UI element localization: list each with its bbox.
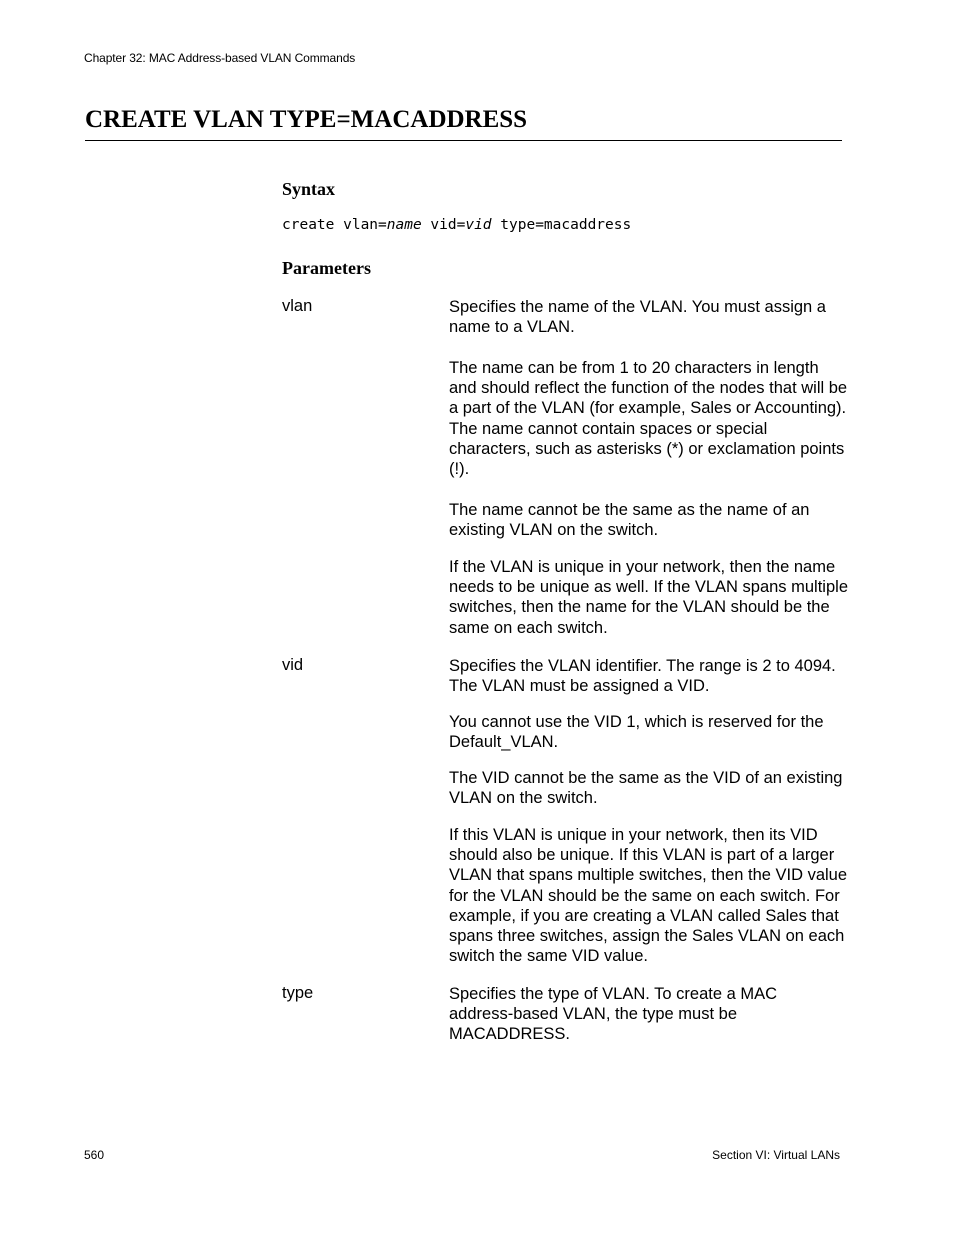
- param-vlan-desc-4: If the VLAN is unique in your network, then the name needs to be unique as well. If the VLAN spans multiple switches, then the name for the VLAN should be the same on each switch.: [449, 558, 848, 637]
- param-vid-desc-3: The VID cannot be the same as the VID of an existing VLAN on the switch.: [449, 769, 843, 808]
- syntax-command: [282, 217, 631, 233]
- syntax-part-1: create vlan=: [282, 217, 387, 233]
- syntax-part-3: type=macaddress: [491, 217, 632, 233]
- param-name-vid: vid: [282, 656, 304, 674]
- page-number: 560: [84, 1148, 105, 1162]
- param-vlan-desc-1: Specifies the name of the VLAN. You must assign a name to a VLAN.: [449, 298, 826, 337]
- param-vlan-desc-3: The name cannot be the same as the name of an existing VLAN on the switch.: [449, 501, 810, 540]
- syntax-part-2: vid=: [421, 217, 466, 233]
- param-vid-desc-4: If this VLAN is unique in your network, then its VID should also be unique. If this VLAN is part of a larger VLAN that spans multiple switches, then the VID value for the VLAN should be the same on each switch. For example, if you are creating a VLAN called Sales that spans three switches, assign the Sales VLAN on each switch the same VID value.: [449, 826, 848, 966]
- running-head: Chapter 32: MAC Address-based VLAN Commands: [84, 51, 356, 65]
- syntax-var-name: name: [386, 217, 422, 233]
- param-vlan-desc-2: The name can be from 1 to 20 characters in length and should reflect the function of the nodes that will be a part of the VLAN (for example, Sales or Accounting). The name cannot contain spaces or special characters, such as asterisks (*) or exclamation points (!).: [449, 359, 848, 479]
- param-name-vlan: vlan: [282, 297, 313, 315]
- parameters-heading: Parameters: [282, 258, 371, 278]
- param-vid-desc-1: Specifies the VLAN identifier. The range is 2 to 4094. The VLAN must be assigned a VID.: [449, 657, 836, 696]
- param-type-desc-1: Specifies the type of VLAN. To create a MAC address-based VLAN, the type must be MACADDRESS.: [449, 985, 778, 1044]
- page-title: CREATE VLAN TYPE=MACADDRESS: [85, 106, 528, 133]
- param-name-type: type: [282, 984, 314, 1002]
- syntax-var-vid: vid: [465, 217, 492, 233]
- footer-section: Section VI: Virtual LANs: [712, 1148, 840, 1162]
- param-vid-desc-2: You cannot use the VID 1, which is reserved for the Default_VLAN.: [449, 713, 824, 752]
- title-rule: [85, 140, 842, 141]
- syntax-heading: Syntax: [282, 179, 336, 199]
